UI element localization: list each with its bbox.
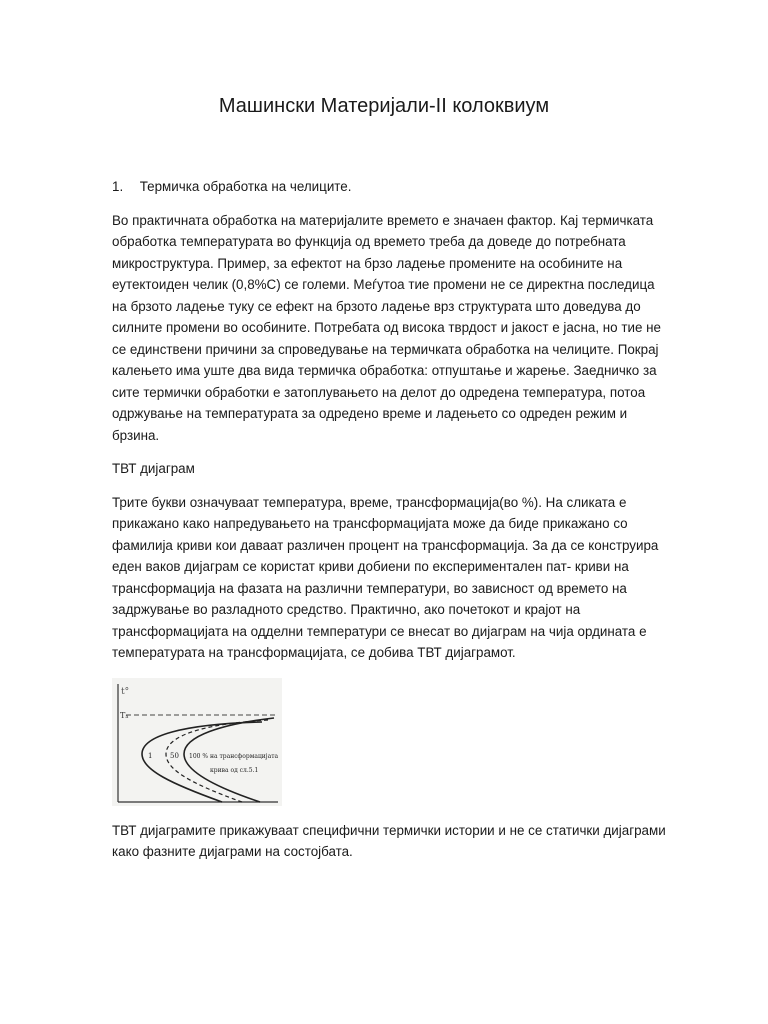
y-axis-label: t° xyxy=(121,686,130,697)
ttt-diagram-svg xyxy=(112,678,282,806)
temperature-line-label: Tₐ xyxy=(120,710,129,720)
document-body xyxy=(112,176,672,875)
figure-reference-label: крива од сл.5.1 xyxy=(210,766,259,774)
section-title: Термичка обработка на челиците. xyxy=(139,179,352,194)
subheading-ttt-diagram: ТВТ дијаграм xyxy=(112,461,195,476)
curve-label-100: 100 % на трансформацијата xyxy=(189,752,279,760)
curve-50-percent xyxy=(166,720,268,802)
curve-label-1: 1 xyxy=(148,751,153,760)
paragraph-ttt-conclusion: ТВТ дијаграмите прикажуваат специфични термички истории и не се статички дијаграми како фазните дијаграми на состојбата. xyxy=(112,822,666,859)
document-title: Машински Материјали-II колоквиум xyxy=(218,95,550,117)
paragraph-ttt-description: Трите букви означуваат температура, време, трансформација(во %). На сликата е прикажано како напредувањето на трансформацијата може да биде прикажано со фамилија криви кои даваат различен процент на трансформација. За да се конструира еден ваков дијаграм се користат криви добиени по експериментален пат- криви на трансформација на фазата на различни температури, во зависност од времето на задржување во разладното средство. Практично, ако почетокот и крајот на трансформацијата на одделни температури се внесат во дијаграм на чија ордината е температурата на трансформацијата, се добива ТВТ дијаграмот. xyxy=(112,494,659,660)
ttt-diagram-figure xyxy=(112,678,282,806)
curve-label-50: 50 xyxy=(170,751,179,760)
paragraph-heat-treatment: Во практичната обработка на материјалите времето е значаен фактор. Кај термичката обработка температурата во функција од времето треба да доведе до потребната микроструктура. Пример, за ефектот на брзо ладење промените на особините на еутектоиден челик (0,8%C) се големи. Меѓутоа тие промени не се директна последица на брзото ладење туку се ефект на брзото ладење врз структурата што доведува до силните промени во особините. Потребата од висока тврдост и јакост е јасна, но тие не се единствени причини за спроведување на термичката обработка на челиците. Покрај калењето има уште два вида термичка обработка: отпуштање и жарење. Заедничко за сите термички обработки е затоплувањето на делот до одредена температура, потоа одржување на температурата за одредено време и ладењето со одреден режим и брзина. xyxy=(112,212,661,443)
section-heading xyxy=(112,176,672,198)
section-number: 1. xyxy=(112,179,124,194)
